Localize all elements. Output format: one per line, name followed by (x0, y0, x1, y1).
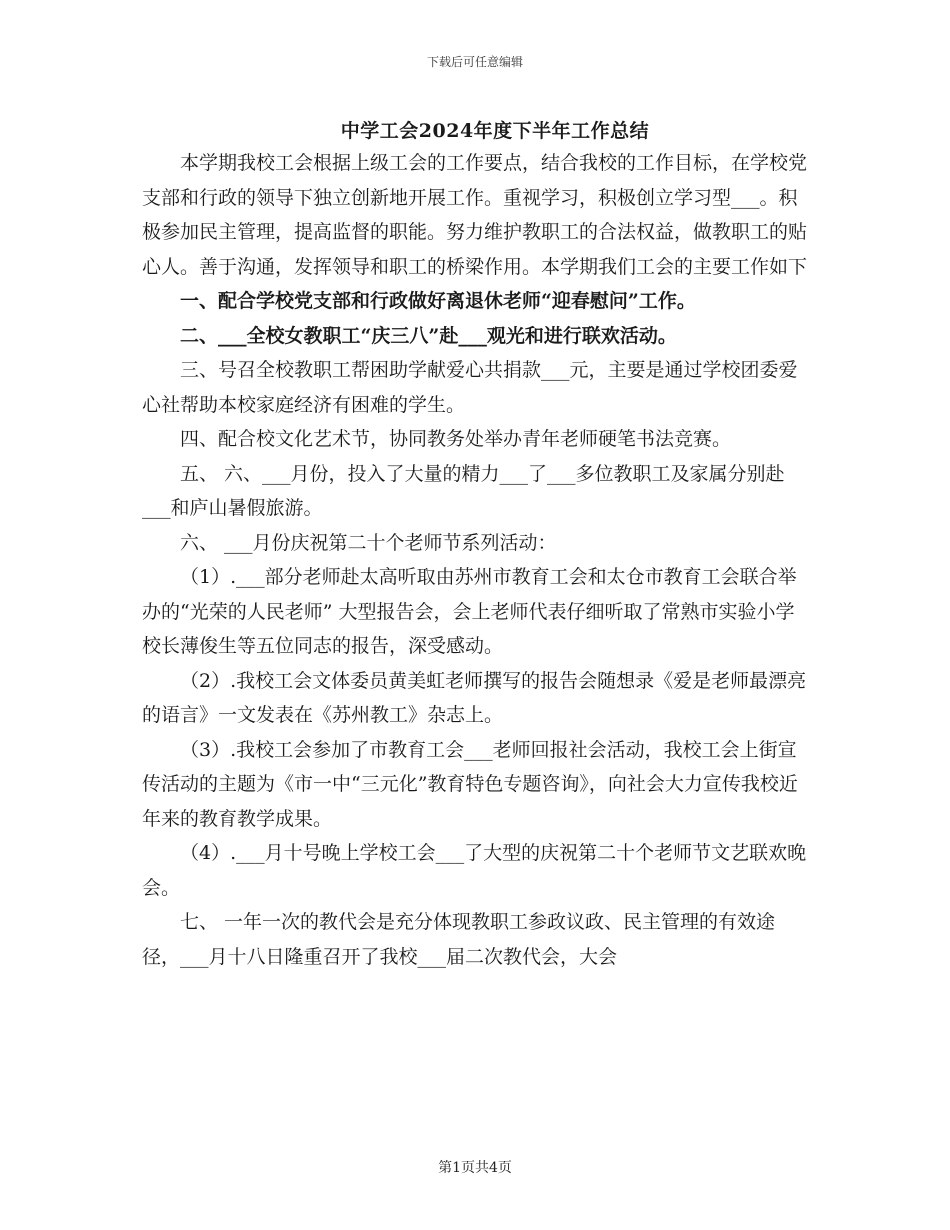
paragraph-subitem-3: （3）.我校工会参加了市教育工会___老师回报社会活动，我校工会上街宣传活动的主题为《市一中“三元化”教育特色专题咨询》，向社会大力宣传我校近年来的教育教学成果。 (142, 738, 798, 830)
paragraph-item-3: 三、号召全校教职工帮困助学献爱心共捐款___元，主要是通过学校团委爱心社帮助本校家庭经济有困难的学生。 (142, 359, 798, 416)
paragraph-item-2: 二、___全校女教职工“庆三八”赴___观光和进行联欢活动。 (180, 324, 677, 347)
paragraph-subitem-2: （2）.我校工会文体委员黄美虹老师撰写的报告会随想录《爱是老师最漂亮的语言》一文发表在《苏州教工》杂志上。 (142, 669, 807, 726)
document-body (142, 146, 810, 974)
paragraph-item-6: 六、 ___月份庆祝第二十个老师节系列活动： (180, 531, 557, 554)
paragraph-item-7: 七、 一年一次的教代会是充分体现教职工参政议政、民主管理的有效途径，___月十八日隆重召开了我校___届二次教代会，大会 (142, 911, 776, 968)
document-title: 中学工会2024年度下半年工作总结 (340, 120, 650, 142)
page-header-note: 下载后可任意编辑 (426, 55, 523, 69)
paragraph-subitem-1: （1）.___部分老师赴太高听取由苏州市教育工会和太仓市教育工会联合举办的“光荣的人民老师” 大型报告会，会上老师代表仔细听取了常熟市实验小学校长薄俊生等五位同志的报告，深受感动。 (142, 566, 797, 657)
paragraph-item-1: 一、配合学校党支部和行政做好离退休老师“迎春慰问”工作。 (180, 290, 696, 312)
paragraph-subitem-4: （4）.___月十号晚上学校工会___了大型的庆祝第二十个老师节文艺联欢晚会。 (142, 842, 807, 899)
paragraph-item-5: 五、 六、___月份，投入了大量的精力___了___多位教职工及家属分别赴___和庐山暑假旅游。 (142, 462, 785, 519)
page-number: 第1页共4页 (438, 1160, 512, 1176)
paragraph-item-4: 四、配合校文化艺术节，协同教务处举办青年老师硬笔书法竞赛。 (180, 428, 732, 450)
paragraph-intro: 本学期我校工会根据上级工会的工作要点，结合我校的工作目标，在学校党支部和行政的领导下独立创新地开展工作。重视学习，积极创立学习型___。积极参加民主管理，提高监督的职能。努力维护教职工的合法权益，做教职工的贴心人。善于沟通，发挥领导和职工的桥梁作用。本学期我们工会的主要工作如下 (142, 152, 808, 278)
